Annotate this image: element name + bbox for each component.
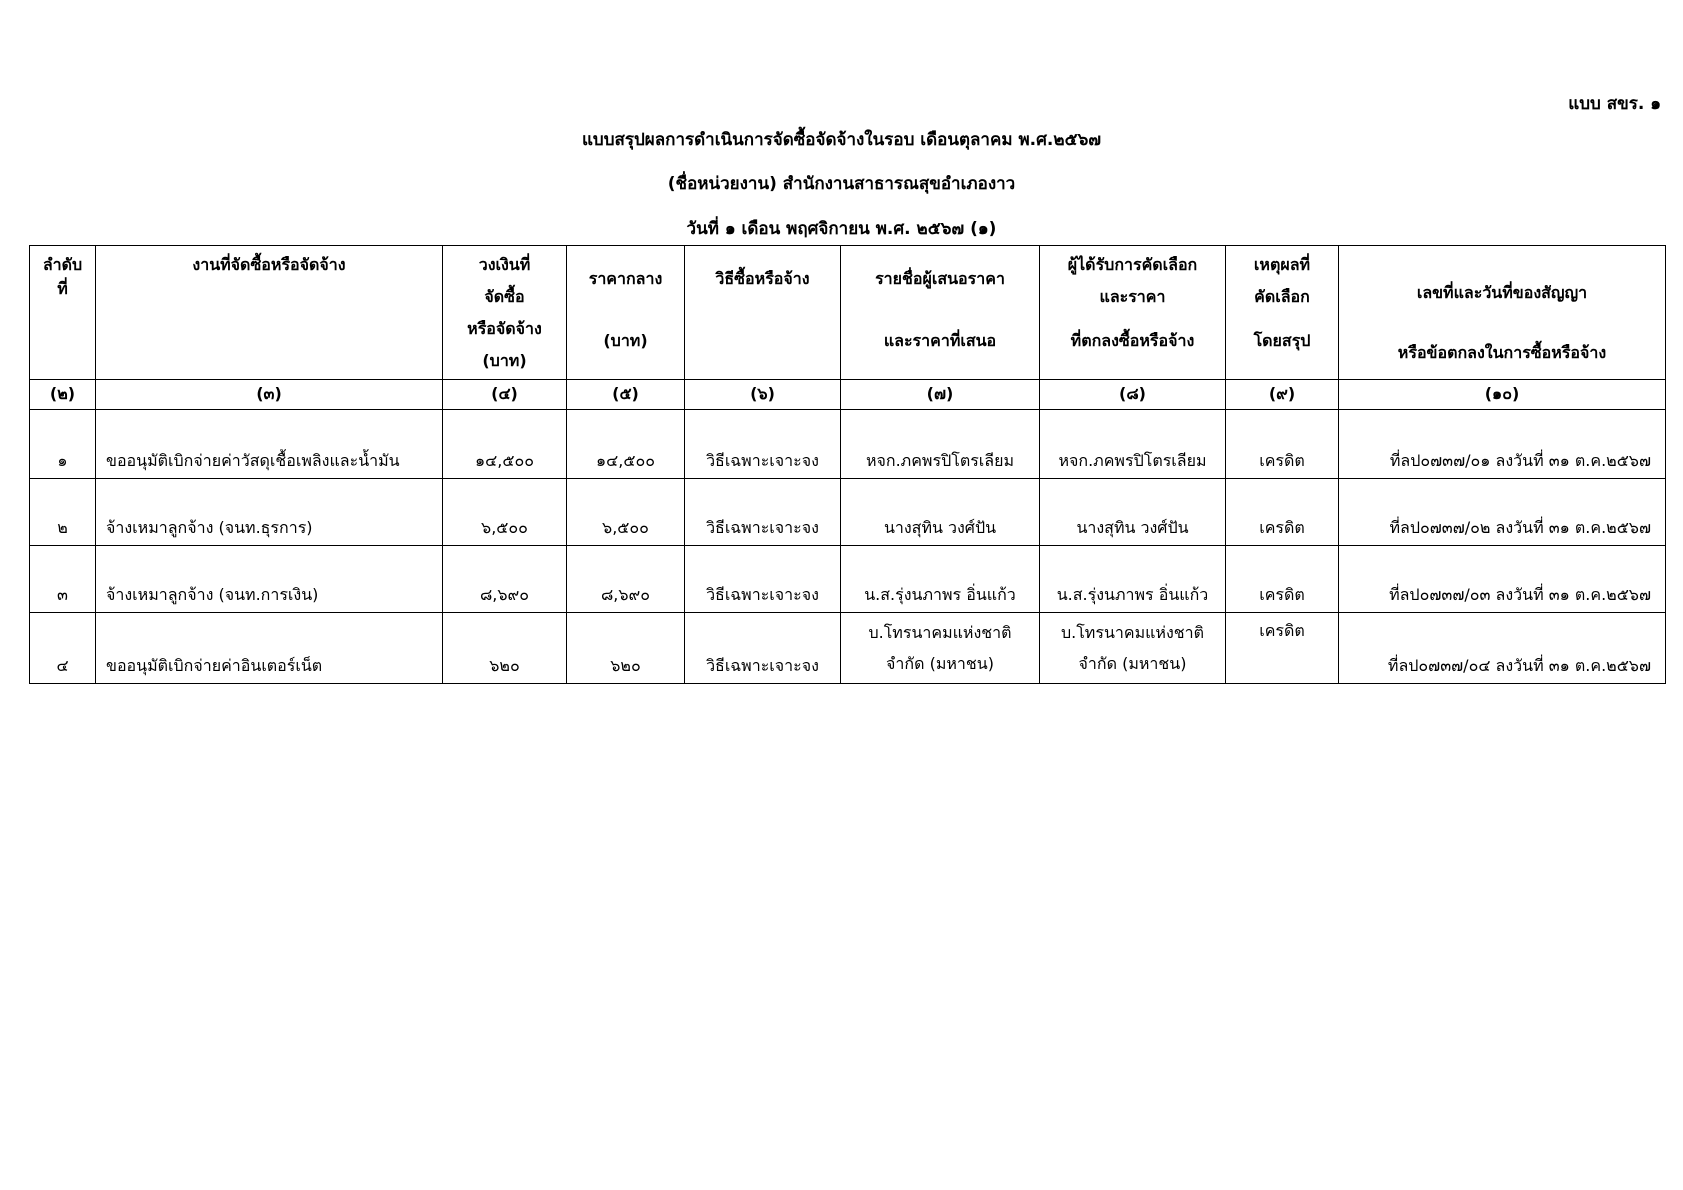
column-number: (๓) (96, 380, 443, 410)
row-selected: นางสุทิน วงศ์ปัน (1040, 479, 1226, 546)
row-no: ๒ (30, 479, 96, 546)
row-median-price: ๘,๖๙๐ (567, 546, 685, 613)
header-contract: เลขที่และวันที่ของสัญญา หรือข้อตกลงในการซื้อหรือจ้าง (1339, 246, 1666, 380)
agency-name: (ชื่อหน่วยงาน) สำนักงานสาธารณสุขอำเภองาว (667, 174, 1016, 194)
row-bidders: นางสุทิน วงศ์ปัน (841, 479, 1040, 546)
column-number: (๖) (685, 380, 841, 410)
row-contract: ที่ลป๐๗๓๗/๐๑ ลงวันที่ ๓๑ ต.ค.๒๕๖๗ (1339, 410, 1666, 479)
form-code: แบบ สขร. ๑ (1568, 94, 1661, 114)
row-reason: เครดิต (1226, 479, 1339, 546)
row-task: ขออนุมัติเบิกจ่ายค่าวัสดุเชื้อเพลิงและน้ำมัน (96, 410, 443, 479)
row-no: ๑ (30, 410, 96, 479)
row-contract: ที่ลป๐๗๓๗/๐๔ ลงวันที่ ๓๑ ต.ค.๒๕๖๗ (1339, 613, 1666, 684)
header-selected: ผู้ได้รับการคัดเลือก และราคา ที่ตกลงซื้อหรือจ้าง (1040, 246, 1226, 380)
header-median-price: ราคากลาง (บาท) (567, 246, 685, 380)
row-contract: ที่ลป๐๗๓๗/๐๓ ลงวันที่ ๓๑ ต.ค.๒๕๖๗ (1339, 546, 1666, 613)
row-median-price: ๖๒๐ (567, 613, 685, 684)
row-bidders (841, 613, 1040, 684)
report-date: วันที่ ๑ เดือน พฤศจิกายน พ.ศ. ๒๕๖๗ (๑) (686, 219, 997, 239)
row-budget: ๑๔,๕๐๐ (443, 410, 567, 479)
column-number: (๑๐) (1339, 380, 1666, 410)
column-number: (๕) (567, 380, 685, 410)
column-number-row (30, 380, 1666, 410)
row-budget: ๖๒๐ (443, 613, 567, 684)
selected-line: จำกัด (มหาชน) (1078, 654, 1187, 673)
table-header-row (30, 246, 1666, 380)
procurement-summary-table (29, 245, 1666, 684)
bidder-line: บ.โทรนาคมแห่งชาติ (868, 623, 1012, 642)
header-reason: เหตุผลที่ คัดเลือก โดยสรุป (1226, 246, 1339, 380)
report-title: แบบสรุปผลการดำเนินการจัดซื้อจัดจ้างในรอบ เดือนตุลาคม พ.ศ.๒๕๖๗ (581, 130, 1102, 150)
row-bidders: หจก.ภคพรปิโตรเลียม (841, 410, 1040, 479)
table-row (30, 613, 1666, 684)
header-budget: วงเงินที่ จัดซื้อ หรือจัดจ้าง (บาท) (443, 246, 567, 380)
table-row (30, 546, 1666, 613)
column-number: (๗) (841, 380, 1040, 410)
row-selected: น.ส.รุ่งนภาพร อิ่นแก้ว (1040, 546, 1226, 613)
row-task: จ้างเหมาลูกจ้าง (จนท.การเงิน) (96, 546, 443, 613)
column-number: (๔) (443, 380, 567, 410)
row-selected (1040, 613, 1226, 684)
bidder-line: จำกัด (มหาชน) (886, 654, 994, 673)
row-median-price: ๑๔,๕๐๐ (567, 410, 685, 479)
row-budget: ๘,๖๙๐ (443, 546, 567, 613)
header-method: วิธีซื้อหรือจ้าง (685, 246, 841, 380)
table-row (30, 479, 1666, 546)
row-contract: ที่ลป๐๗๓๗/๐๒ ลงวันที่ ๓๑ ต.ค.๒๕๖๗ (1339, 479, 1666, 546)
header-order-no: ลำดับ ที่ (30, 246, 96, 380)
row-no: ๔ (30, 613, 96, 684)
row-reason: เครดิต (1226, 410, 1339, 479)
row-method: วิธีเฉพาะเจาะจง (685, 479, 841, 546)
row-method: วิธีเฉพาะเจาะจง (685, 546, 841, 613)
row-selected: หจก.ภคพรปิโตรเลียม (1040, 410, 1226, 479)
row-task: ขออนุมัติเบิกจ่ายค่าอินเตอร์เน็ต (96, 613, 443, 684)
table-row (30, 410, 1666, 479)
row-method: วิธีเฉพาะเจาะจง (685, 613, 841, 684)
row-budget: ๖,๕๐๐ (443, 479, 567, 546)
row-reason: เครดิต (1226, 546, 1339, 613)
row-median-price: ๖,๕๐๐ (567, 479, 685, 546)
row-bidders: น.ส.รุ่งนภาพร อิ่นแก้ว (841, 546, 1040, 613)
row-no: ๓ (30, 546, 96, 613)
header-task: งานที่จัดซื้อหรือจัดจ้าง (96, 246, 443, 380)
selected-line: บ.โทรนาคมแห่งชาติ (1060, 623, 1205, 642)
column-number: (๙) (1226, 380, 1339, 410)
column-number: (๘) (1040, 380, 1226, 410)
row-reason: เครดิต (1226, 613, 1339, 684)
row-method: วิธีเฉพาะเจาะจง (685, 410, 841, 479)
column-number: (๒) (30, 380, 96, 410)
header-bidders: รายชื่อผู้เสนอราคา และราคาที่เสนอ (841, 246, 1040, 380)
row-task: จ้างเหมาลูกจ้าง (จนท.ธุรการ) (96, 479, 443, 546)
